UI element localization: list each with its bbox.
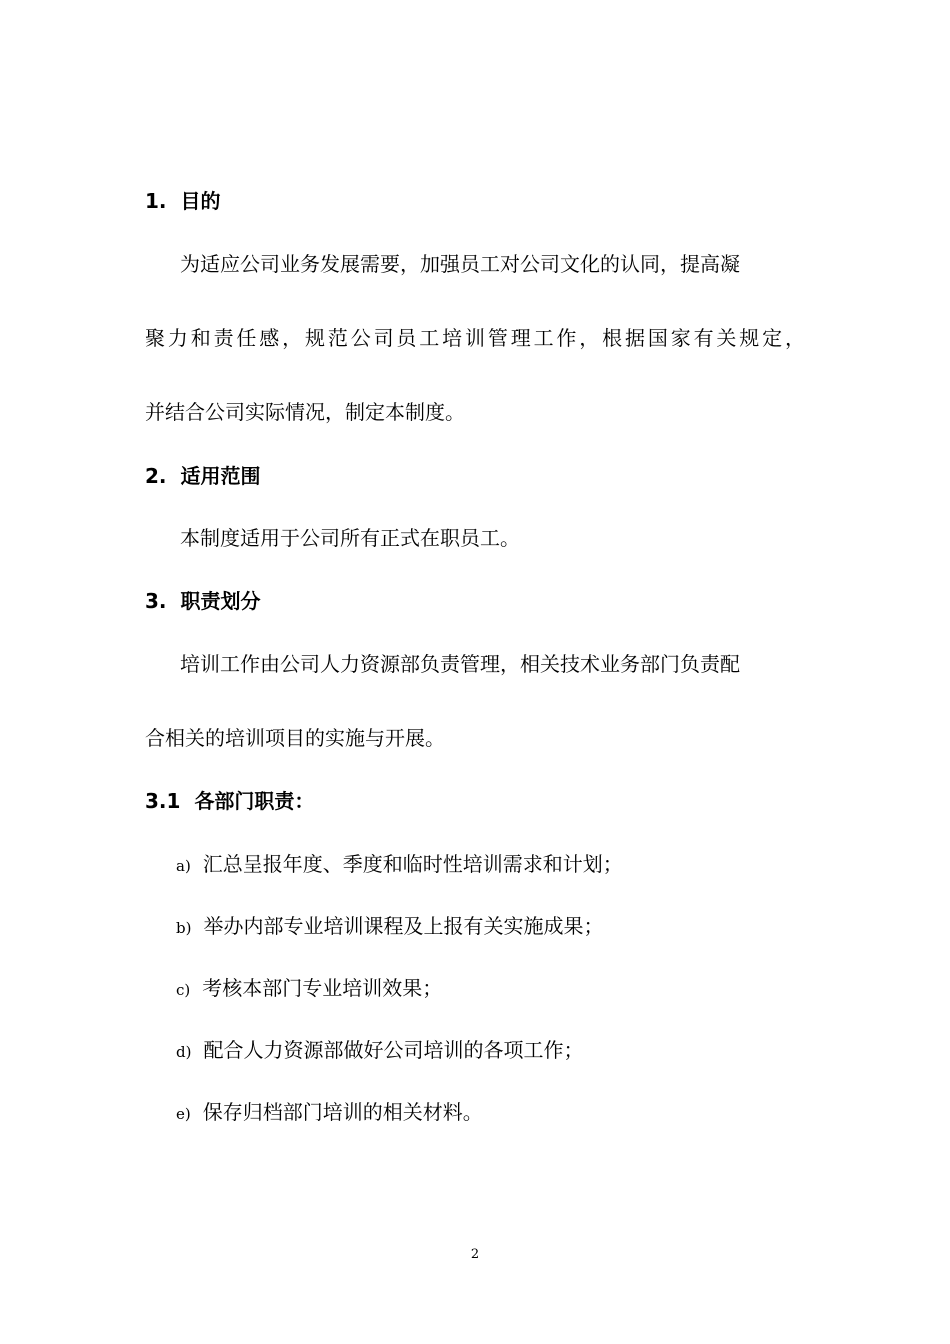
paragraph-line: 合相关的培训项目的实施与开展。: [145, 726, 445, 750]
section-number: 1.: [145, 189, 167, 213]
paragraph-line: 为适应公司业务发展需要，加强员工对公司文化的认同，提高凝: [180, 252, 740, 276]
list-marker: d): [176, 1043, 192, 1061]
section-number: 2.: [145, 464, 167, 488]
section-title: 适用范围: [180, 464, 261, 488]
list-item-text: 考核本部门专业培训效果；: [202, 976, 443, 1000]
list-item-text: 举办内部专业培训课程及上报有关实施成果；: [203, 914, 604, 938]
page-number: 2: [470, 1247, 480, 1262]
list-item: [176, 850, 623, 880]
section-heading-responsibilities: [145, 587, 261, 615]
section-title: 各部门职责：: [194, 789, 315, 813]
paragraph-line: 培训工作由公司人力资源部负责管理，相关技术业务部门负责配: [180, 652, 740, 676]
paragraph-line: 并结合公司实际情况，制定本制度。: [145, 400, 465, 424]
section-heading-purpose: [145, 187, 221, 215]
list-item: [176, 1098, 483, 1128]
list-item-text: 配合人力资源部做好公司培训的各项工作；: [203, 1038, 584, 1062]
section-title: 目的: [180, 189, 221, 213]
list-item-text: 保存归档部门培训的相关材料。: [202, 1100, 483, 1124]
list-marker: c): [176, 981, 191, 999]
list-item: [176, 974, 442, 1004]
list-marker: b): [176, 919, 192, 937]
subsection-heading-department-duties: [145, 787, 314, 815]
paragraph-line: 聚力和责任感，规范公司员工培训管理工作，根据国家有关规定，: [145, 326, 805, 350]
list-marker: e): [176, 1105, 191, 1123]
section-number: 3.: [145, 589, 167, 613]
list-item-text: 汇总呈报年度、季度和临时性培训需求和计划；: [202, 852, 623, 876]
list-item: [176, 912, 603, 942]
paragraph-line: 本制度适用于公司所有正式在职员工。: [180, 526, 520, 550]
section-heading-scope: [145, 462, 261, 490]
section-title: 职责划分: [180, 589, 261, 613]
list-marker: a): [176, 857, 191, 875]
section-number: 3.1: [145, 789, 181, 813]
list-item: [176, 1036, 583, 1066]
